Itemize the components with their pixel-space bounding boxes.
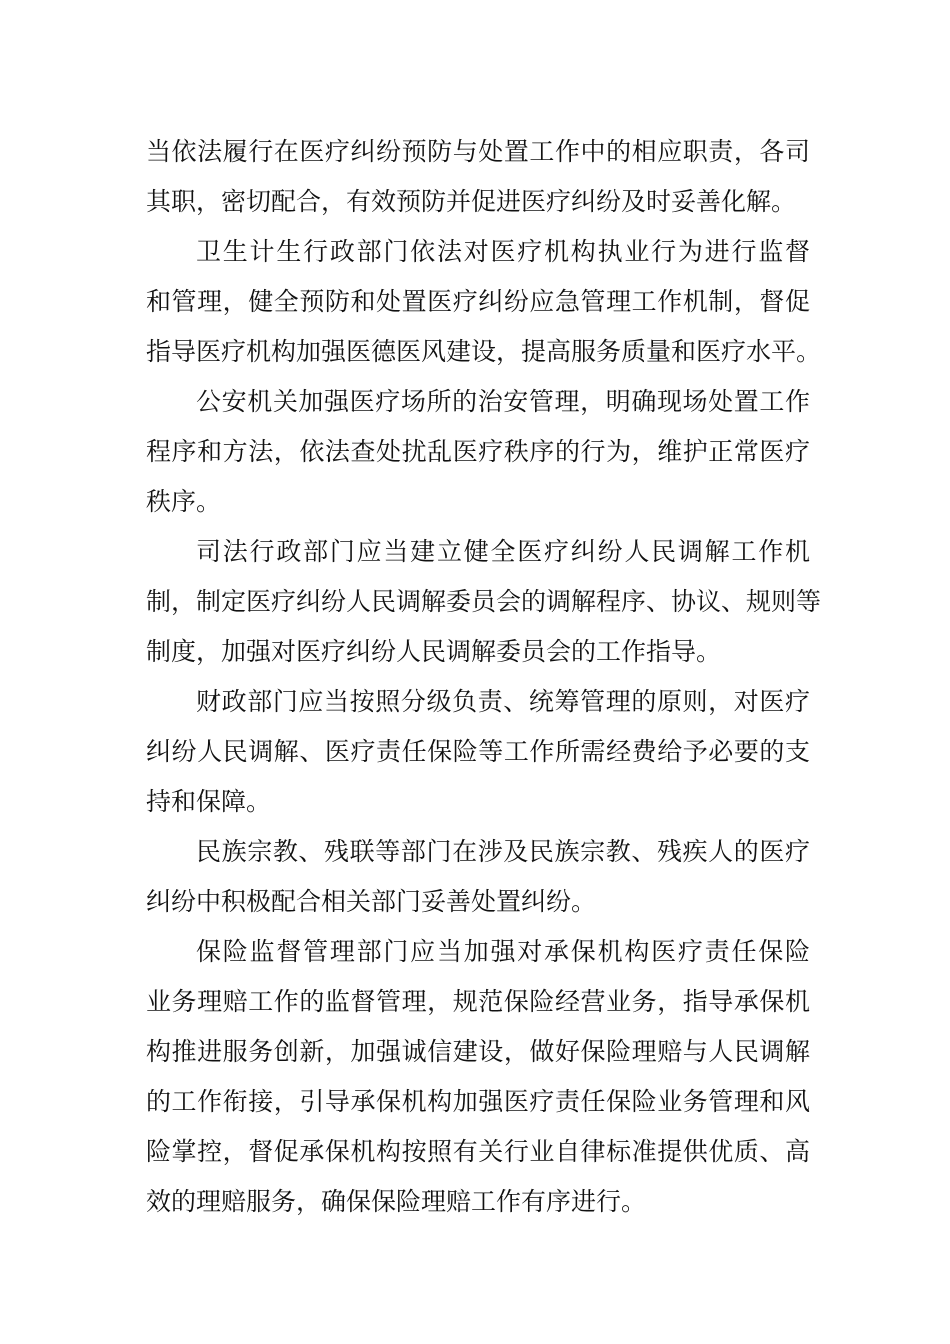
paragraph bbox=[146, 227, 822, 377]
text-line: 和管理，健全预防和处置医疗纠纷应急管理工作机制，督促 bbox=[146, 287, 810, 316]
text-line: 秩序。 bbox=[146, 487, 222, 516]
text-line: 持和保障。 bbox=[146, 787, 272, 816]
text-line: 的工作衔接，引导承保机构加强医疗责任保险业务管理和风 bbox=[146, 1087, 810, 1116]
text-line: 当依法履行在医疗纠纷预防与处置工作中的相应职责，各司 bbox=[146, 137, 810, 166]
text-line: 保险监督管理部门应当加强对承保机构医疗责任保险 bbox=[196, 937, 810, 966]
text-line: 制，制定医疗纠纷人民调解委员会的调解程序、协议、规则等 bbox=[146, 587, 822, 616]
text-line: 纠纷中积极配合相关部门妥善处置纠纷。 bbox=[146, 887, 597, 916]
document-body bbox=[146, 127, 822, 1227]
text-line: 纠纷人民调解、医疗责任保险等工作所需经费给予必要的支 bbox=[146, 737, 810, 766]
text-line: 险掌控，督促承保机构按照有关行业自律标准提供优质、高 bbox=[146, 1137, 810, 1166]
text-line: 构推进服务创新，加强诚信建设，做好保险理赔与人民调解 bbox=[146, 1037, 810, 1066]
text-line: 其职，密切配合，有效预防并促进医疗纠纷及时妥善化解。 bbox=[146, 187, 797, 216]
text-line: 指导医疗机构加强医德医风建设，提高服务质量和医疗水平。 bbox=[146, 337, 822, 366]
paragraph bbox=[146, 377, 810, 527]
text-line: 程序和方法，依法查处扰乱医疗秩序的行为，维护正常医疗 bbox=[146, 437, 810, 466]
text-line: 效的理赔服务，确保保险理赔工作有序进行。 bbox=[146, 1187, 647, 1216]
paragraph bbox=[146, 127, 810, 227]
paragraph bbox=[146, 827, 810, 927]
text-line: 司法行政部门应当建立健全医疗纠纷人民调解工作机 bbox=[196, 537, 810, 566]
text-line: 民族宗教、残联等部门在涉及民族宗教、残疾人的医疗 bbox=[196, 837, 810, 866]
paragraph bbox=[146, 677, 810, 827]
paragraph bbox=[146, 927, 810, 1227]
text-line: 公安机关加强医疗场所的治安管理，明确现场处置工作 bbox=[196, 387, 810, 416]
text-line: 卫生计生行政部门依法对医疗机构执业行为进行监督 bbox=[196, 237, 810, 266]
text-line: 财政部门应当按照分级负责、统筹管理的原则，对医疗 bbox=[196, 687, 810, 716]
text-line: 业务理赔工作的监督管理，规范保险经营业务，指导承保机 bbox=[146, 987, 810, 1016]
paragraph bbox=[146, 527, 822, 677]
text-line: 制度，加强对医疗纠纷人民调解委员会的工作指导。 bbox=[146, 637, 722, 666]
